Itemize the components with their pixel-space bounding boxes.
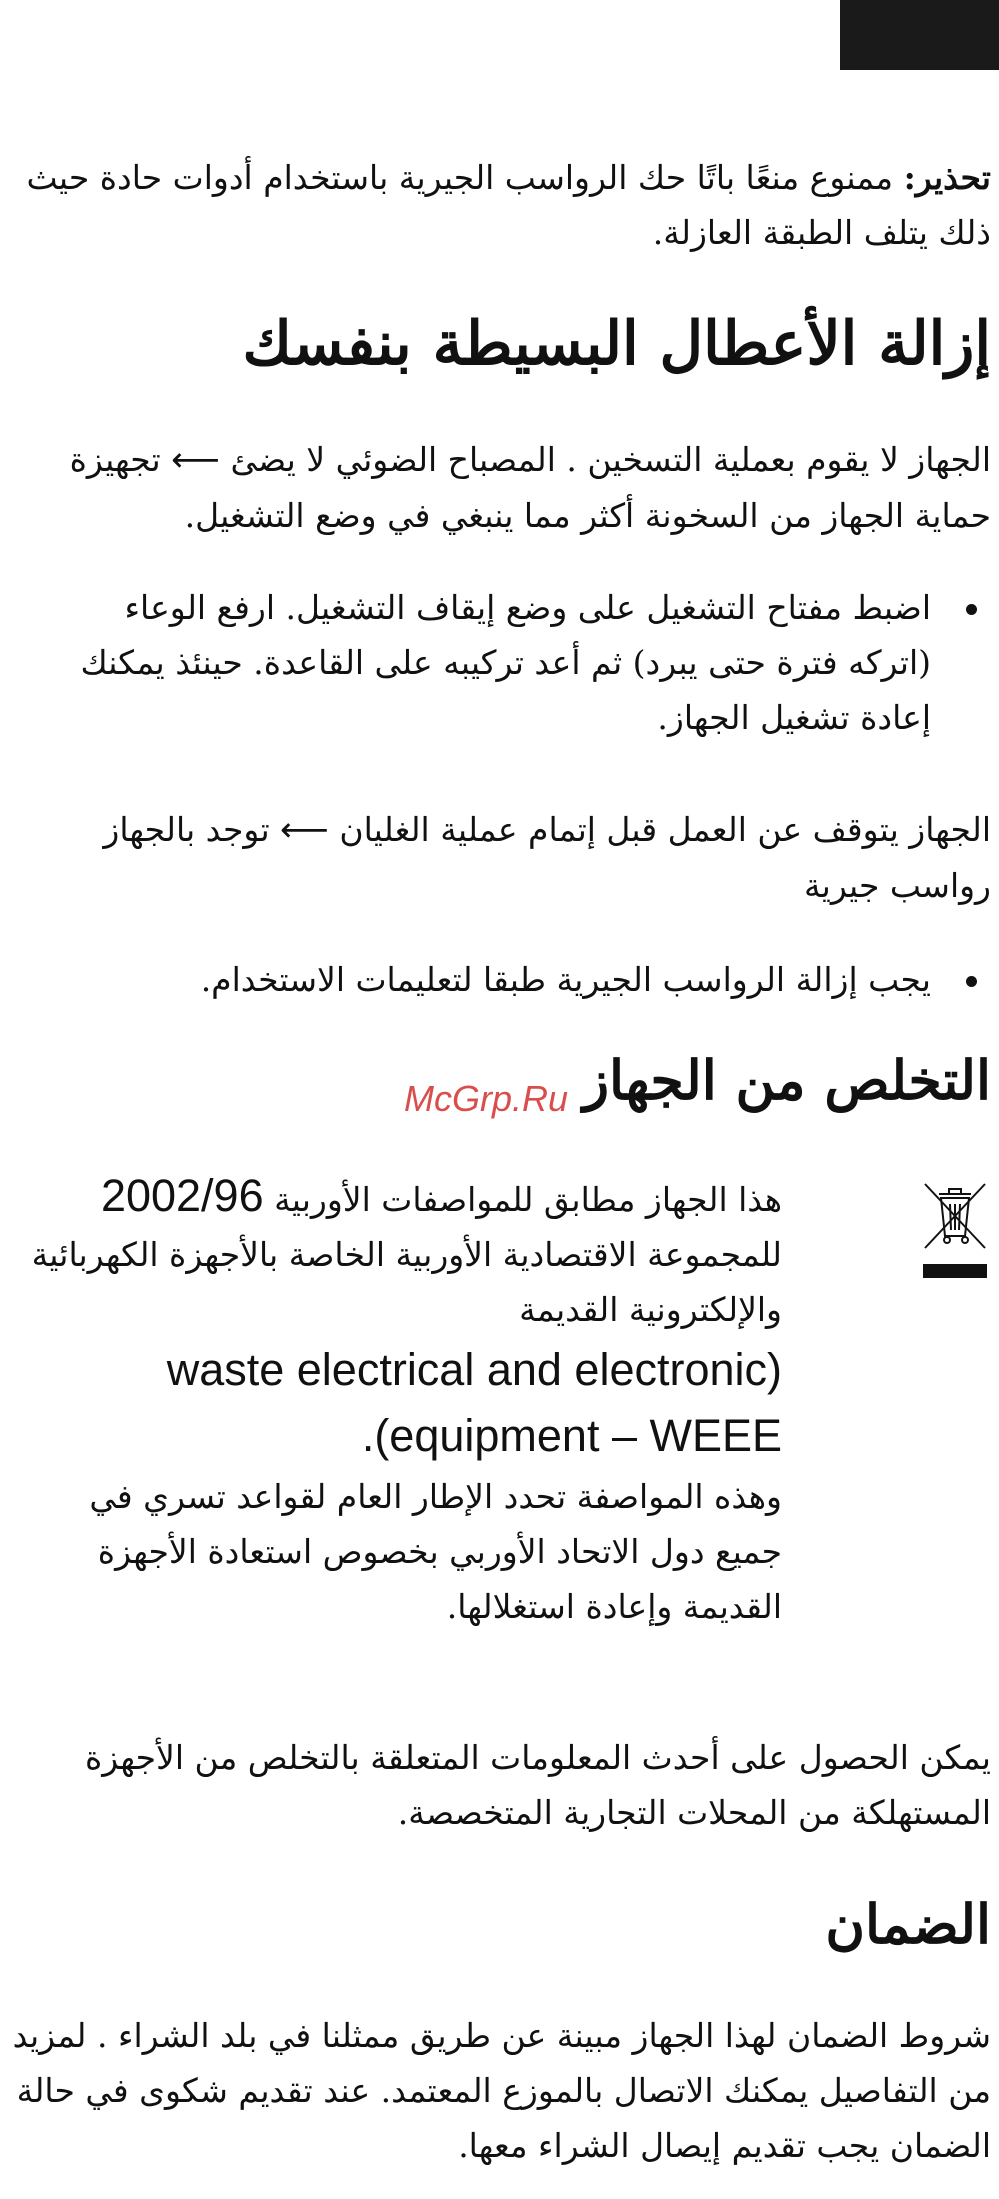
watermark-text: McGrp.Ru <box>404 1078 569 1119</box>
problem-1-cause: الجهاز لا يقوم بعملية التسخين . المصباح الضوئي لا يضئ <box>230 440 991 479</box>
warranty-heading: الضمان <box>825 1892 991 1956</box>
arrow-left-icon: ⟵ <box>171 440 220 480</box>
bullet-1-text: اضبط مفتاح التشغيل على وضع إيقاف التشغيل. ارفع الوعاء (اتركه فترة حتى يبرد) ثم أعد تركيبه على القاعدة. حينئذ يمكنك إعادة تشغيل الجهاز. <box>80 588 931 737</box>
directive-rest: للمجموعة الاقتصادية الأوربية الخاصة بالأجهزة الكهربائية والإلكترونية القديمة <box>31 1235 782 1329</box>
warning-label: تحذير: <box>903 158 991 197</box>
warranty-paragraph: شروط الضمان لهذا الجهاز مبينة عن طريق ممثلنا في بلد الشراء . لمزيد من التفاصيل يمكنك الاتصال بالموزع المعتمد. عند تقديم شكوى في حالة الضمان يجب تقديم إيصال الشراء معها. <box>12 2016 991 2165</box>
weee-directive-block <box>14 1168 782 1634</box>
problem-2-cause: الجهاز يتوقف عن العمل قبل إتمام عملية الغليان <box>339 810 991 849</box>
directive-prefix: هذا الجهاز مطابق للمواصفات الأوربية <box>263 1180 782 1219</box>
problem-2-paragraph <box>10 802 991 913</box>
bullet-2-text: يجب إزالة الرواسب الجيرية طبقا لتعليمات الاستخدام. <box>200 960 931 999</box>
troubleshooting-heading: إزالة الأعطال البسيطة بنفسك <box>242 309 991 379</box>
disposal-heading: التخلص من الجهاز <box>582 1048 991 1112</box>
bullet-list-1 <box>70 580 991 745</box>
page-corner-tab <box>840 0 999 70</box>
list-item <box>70 952 991 1007</box>
arrow-left-icon: ⟵ <box>280 810 329 850</box>
bullet-icon <box>966 976 977 987</box>
problem-2-remedy: توجد بالجهاز رواسب جيرية <box>103 810 991 905</box>
english-line-2: .(equipment – WEEE <box>361 1410 782 1461</box>
problem-1-paragraph <box>10 432 991 543</box>
weee-crossed-bin-icon <box>921 1178 989 1280</box>
english-line-1: waste electrical and electronic) <box>166 1344 782 1395</box>
directive-line <box>14 1168 782 1227</box>
warning-paragraph <box>10 150 991 260</box>
problem-1-remedy: تجهيزة حماية الجهاز من السخونة أكثر مما ينبغي في وضع التشغيل. <box>69 440 991 535</box>
directive-number: 2002/96 <box>100 1170 264 1221</box>
bullet-icon <box>966 604 977 615</box>
list-item <box>70 580 991 745</box>
disposal-info-paragraph: يمكن الحصول على أحدث المعلومات المتعلقة بالتخلص من الأجهزة المستهلكة من المحلات التجارية المتخصصة. <box>84 1738 991 1832</box>
directive-framework: وهذه المواصفة تحدد الإطار العام لقواعد تسري في جميع دول الاتحاد الأوربي بخصوص استعادة الأجهزة القديمة وإعادة استغلالها. <box>89 1477 782 1626</box>
bullet-list-2 <box>70 952 991 1007</box>
warning-text: ممنوع منعًا باتًا حك الرواسب الجيرية باستخدام أدوات حادة حيث ذلك يتلف الطبقة العازلة. <box>26 158 991 252</box>
